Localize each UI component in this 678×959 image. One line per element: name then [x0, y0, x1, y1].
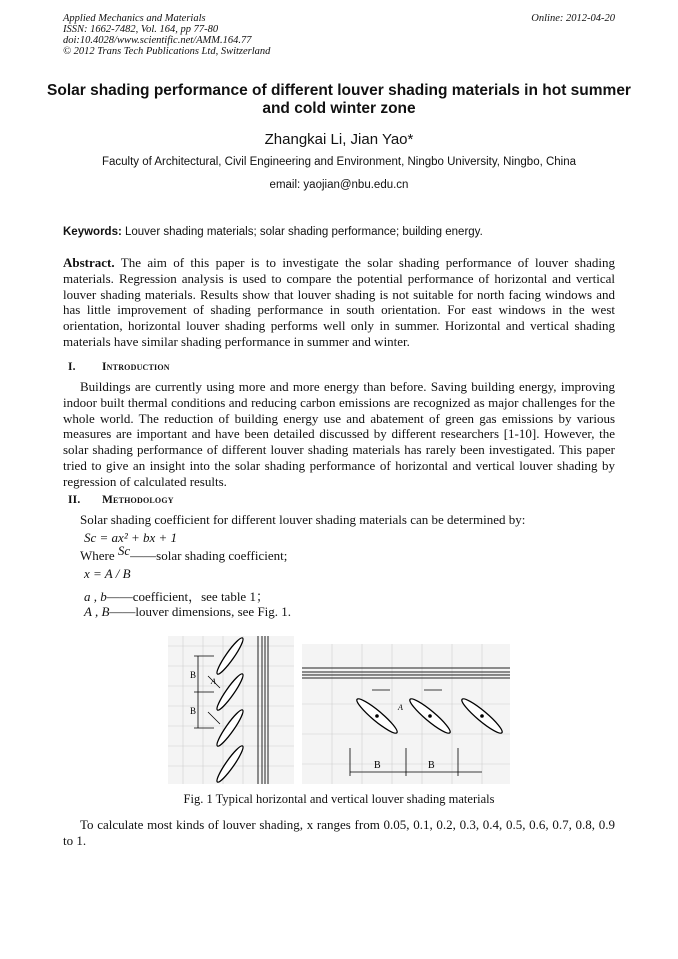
figure-caption: Fig. 1 Typical horizontal and vertical louver shading materials: [183, 792, 495, 806]
definition-AB: [84, 604, 291, 620]
online-date: Online: 2012-04-20: [531, 13, 615, 24]
ab-symbols: a , b: [84, 589, 107, 604]
method-intro: Solar shading coefficient for different louver shading materials can be determined by:: [80, 512, 526, 527]
AB-definition: ——louver dimensions, see Fig. 1.: [109, 604, 292, 619]
vertical-louver-diagram: [302, 644, 510, 784]
section-title: Introduction: [102, 361, 170, 373]
section-heading-methodology: [68, 494, 174, 506]
section-heading-introduction: [68, 361, 170, 373]
abstract-label: Abstract.: [63, 255, 115, 270]
sc-definition: ——solar shading coefficient;: [130, 548, 288, 563]
dimension-label-b: B: [190, 670, 197, 680]
introduction-paragraph: [63, 379, 615, 490]
closing-paragraph: [63, 817, 615, 849]
journal-name: Applied Mechanics and Materials: [63, 13, 206, 24]
journal-copyright: © 2012 Trans Tech Publications Ltd, Switzerland: [63, 46, 271, 57]
section-title: Methodology: [102, 494, 174, 506]
abstract-text: The aim of this paper is to investigate the solar shading performance of louver shading materials. Regression analysis is used to compare the potential performance of horizontal and vertical louver shading materials. Results show that louver shading is not suitable for north facing windows and has little improvement of shading performance in south orientation. For east windows in the west orientation, horizontal louver shading performs well only in summer. Horizontal and vertical shading materials have similar shading performance in summer and winter.: [63, 255, 615, 349]
journal-issn: ISSN: 1662-7482, Vol. 164, pp 77-80: [63, 24, 219, 35]
horizontal-louver-diagram: [168, 636, 294, 784]
dimension-label-b: B: [374, 760, 381, 771]
journal-header: [63, 13, 270, 57]
dimension-label-b: B: [190, 706, 197, 716]
closing-text: To calculate most kinds of louver shading, x ranges from 0.05, 0.1, 0.2, 0.3, 0.4, 0.5, 0.6, 0.7, 0.8, 0.9 to 1.: [63, 817, 615, 848]
section-number: II.: [68, 494, 81, 506]
keywords: [63, 226, 483, 238]
journal-doi: doi:10.4028/www.scientific.net/AMM.164.77: [63, 35, 252, 46]
introduction-text: Buildings are currently using more and more energy than before. Saving building energy, improving indoor built thermal conditions and reducing carbon emissions are recognized as major challenges for the whole world. The reduction of building energy use and abatement of green gas emissions by various measures are important and have been detailed discussed by different researchers [1-10]. However, the solar shading performance of different louver shading materials has rarely been investigated. This paper tried to give an insight into the solar shading performance of horizontal and vertical louver shading by regression of calculated results.: [63, 379, 615, 489]
keywords-label: Keywords:: [63, 226, 122, 238]
dimension-label-a: A: [398, 703, 403, 712]
keywords-text: Louver shading materials; solar shading performance; building energy.: [121, 226, 483, 238]
where-label: Where: [80, 548, 115, 563]
section-number: I.: [68, 361, 76, 373]
email: email: yaojian@nbu.edu.cn: [269, 179, 409, 191]
equation: [84, 530, 177, 546]
AB-symbols: A , B: [84, 604, 110, 619]
equation-lhs: Sc: [84, 530, 97, 545]
definition-sc: [80, 543, 288, 564]
authors: Zhangkai Li, Jian Yao*: [264, 131, 414, 148]
x-definition: x = A / B: [84, 566, 131, 581]
paper-title: Solar shading performance of different louver shading materials in hot summer and cold winter zone: [47, 82, 631, 117]
definition-ab: [84, 586, 269, 605]
ab-definition: ——coefficient，see table 1；: [106, 589, 269, 604]
dimension-label-a: A: [211, 677, 216, 686]
equation-rhs: = ax² + bx + 1: [99, 530, 178, 545]
dimension-label-b: B: [428, 760, 435, 771]
affiliation: Faculty of Architectural, Civil Engineering and Environment, Ningbo University, Ningbo, China: [101, 156, 577, 168]
sc-symbol: Sc: [117, 543, 131, 558]
abstract: [63, 255, 615, 350]
